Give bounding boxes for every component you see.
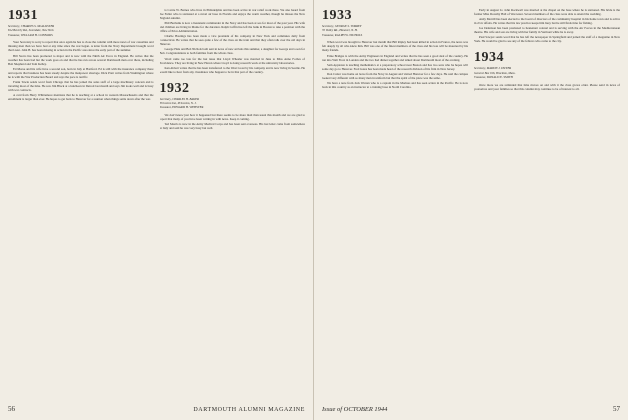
class-heading: 1931 — [8, 8, 38, 23]
column-paragraph: Sam Appleton is teaching mathematics at a preparatory school near Boston and has two sons who he hopes will some day go to Hanover. Fred Gates has been made head of the research division of his firm in New Jersey. — [322, 62, 468, 71]
column-paragraph: Ed Morse and his wife have a second son, born in July at Hartford. Ed is still with the insurance company there and reports that business has been steady despite the manpower shortage. Dick Pratt writes from Washington where he is with the War Production Board and says the pace is terrific. — [8, 66, 154, 79]
column-paragraph: We have a note from Jack Warren who is a captain in the Marines and has seen action in the Pacific. He is now back in this country as an instructor at a training base in North Carolina. — [322, 80, 468, 89]
right-page — [314, 0, 628, 420]
class-secretary: Secretary, CHARLES S. McALLISTER — [8, 24, 55, 28]
issue-label: Issue of OCTOBER 1944 — [322, 406, 388, 413]
column-paragraph: Bill Storrs has been promoted to major and is now with the Ninth Air Force in England. He writes that the weather has been bad but the work goes on and that he has run across several Dartmouth men over there, including Bob Shepherd and Tom Kelley. — [8, 53, 154, 66]
class-address: 814 Beverly Rd., Scarsdale, New York — [8, 28, 54, 33]
class-heading: 1934 — [474, 50, 504, 66]
left-column-2 — [160, 8, 306, 398]
class-address: General Box 916, Brockton, Mass. — [474, 70, 516, 75]
left-page-footer — [8, 405, 305, 414]
column-paragraph: Ken Abbott writes that he has been transferred to the West Coast by his company and is now living in Seattle. He would like to hear from any classmates who happen to be in that part of the country. — [159, 65, 305, 74]
column-paragraph: Ted Morris is now in the Army Medical Corps and has been sent overseas. His last letter came from somewhere in Italy and said he was very busy but well. — [159, 122, 305, 131]
right-page-footer — [322, 405, 620, 414]
column-paragraph: Early in August Lt. John Rockwell was married at the chapel on the base where he is stationed. His bride is the former Miss Dorothy Hall of Worcester. Several members of the class were able to attend the wedding. — [474, 8, 620, 17]
column-paragraph: Phil Burbank is now a lieutenant commander in the Navy and has been at sea for most of the past year. His wife and children are living in Maine for the duration. Ralph Coffin has left the bank in Boston to take a position with the Office of Price Administration. — [159, 21, 305, 34]
class-secretary: Secretary, MARTIN J. DWYER — [474, 66, 512, 71]
class-treasurer: Treasurer, DONALD E. SMITH — [474, 74, 513, 79]
magazine-name: DARTMOUTH ALUMNI MAGAZINE — [193, 407, 305, 413]
column-paragraph: George Hale and Bob Nichols both sent in news of new arrivals this summer, a daughter for George and a son for Bob. Congratulations to both families from the whole class. — [159, 47, 305, 56]
column-paragraph: Don Cutter was home on leave from the Navy in August and visited Hanover for a few days. He said the campus looked very different with so many men in uniform but that the spirit of the place was the same. — [322, 71, 468, 80]
right-column-2 — [474, 8, 620, 398]
class-secretary: Secretary, GEORGE S. TORREY — [322, 24, 362, 28]
column-paragraph: Your Secretary is sorry to report that once again he has to close the column with more news of war casualties and missing men than we have had at any time since the war began. A letter from the Navy Department brought word that Lieut. John H. has been missing in action in the Pacific area since the early part of the summer. — [8, 40, 154, 53]
class-treasurer: Treasurer, EDWARD H. WEBSTER — [159, 105, 204, 110]
page-number: 57 — [613, 405, 620, 413]
page-number: 56 — [8, 405, 15, 413]
column-paragraph: When word was brought to Hanover last month that Bill Ripley had been killed in action in France, the news was felt deeply by all who knew him. Bill was one of the finest members of the class and his loss will be mourned by his many friends. — [322, 40, 468, 53]
class-heading: 1932 — [159, 80, 190, 96]
class-treasurer: Treasurer, WILLIAM H. CONNORS — [8, 32, 53, 37]
class-heading: 1933 — [322, 8, 352, 23]
class-address: Princeton Inn, Princeton, N. J. — [159, 101, 197, 105]
column-paragraph: Paul Sawyer sends word that he has left the newspaper in Springfield and joined the staff of a magazine in New York. He would be glad to see any of the fellows who come to the city. — [474, 35, 620, 44]
column-paragraph: Joe Dennison has been promoted to lieutenant colonel and is serving with the Air Forces in the Mediterranean theatre. His wife and son are living with her family in Vermont while he is away. — [474, 26, 620, 35]
column-paragraph: Frank Towle sends word from Chicago that he has joined the sales staff of a large machinery concern and is traveling most of the time. He saw Jim Black at a luncheon in Detroit last month and says Jim looks well and is busy with war contracts. — [8, 79, 154, 92]
class-address: 35 Valley Rd., Hanover, N. H. — [322, 28, 358, 33]
left-column-1 — [8, 8, 154, 398]
column-paragraph: We don't know just how it happened but there seems to be more mail than usual this month and we are glad to report that many of you have been writing in with news. Keep it coming. — [159, 113, 305, 122]
column-paragraph: Word came too late for the last issue that Lloyd Wheeler was married in June to Miss Anne Forbes of Providence. They are living in New Haven where Lloyd is doing research work at the university laboratories. — [159, 56, 305, 65]
column-paragraph: Ernie Bridges is with the Army Engineers in England and writes that he has seen a good deal of the country. He ran into Walt Frost in London and the two had dinner together and talked about Dartmouth most of the evening. — [322, 53, 468, 62]
column-paragraph: Charlie Hastings has been made a vice president of his company in New York and commutes daily from Connecticut. He writes that he sees quite a few of the class on the train and that they often talk over the old days in Hanover. — [159, 34, 305, 47]
column-paragraph: is Carrie W. Barnes who lives in Philadelphia and has been active in war relief work there. We also heard from Joe Fuller who is stationed at a naval air base in Florida and enjoys the warm weather, though he misses the New England autumn. — [159, 8, 305, 21]
class-treasurer: Treasurer, RALPH W. NICHOLS — [322, 32, 363, 37]
column-paragraph: A card from Harry Whittemore mentions that he is teaching at a school in western Massachusetts and that the enrollment is larger than ever. He hopes to get back to Hanover for a reunion when things settle down after the war. — [8, 92, 154, 101]
column-paragraph: Once more we are reminded that time moves on and with it the class grows older. Please send in news of yourselves and your families so that this column may continue to be of interest to all. — [474, 82, 620, 91]
class-secretary: Secretary, CHARLES H. BAKER — [159, 96, 199, 101]
column-paragraph: Andy Merrill has been elected to the board of directors of the community hospital in his home town and is active in civic affairs. He writes that his law practice keeps him busy but he still finds time for fishing. — [474, 17, 620, 26]
right-column-1 — [322, 8, 468, 398]
